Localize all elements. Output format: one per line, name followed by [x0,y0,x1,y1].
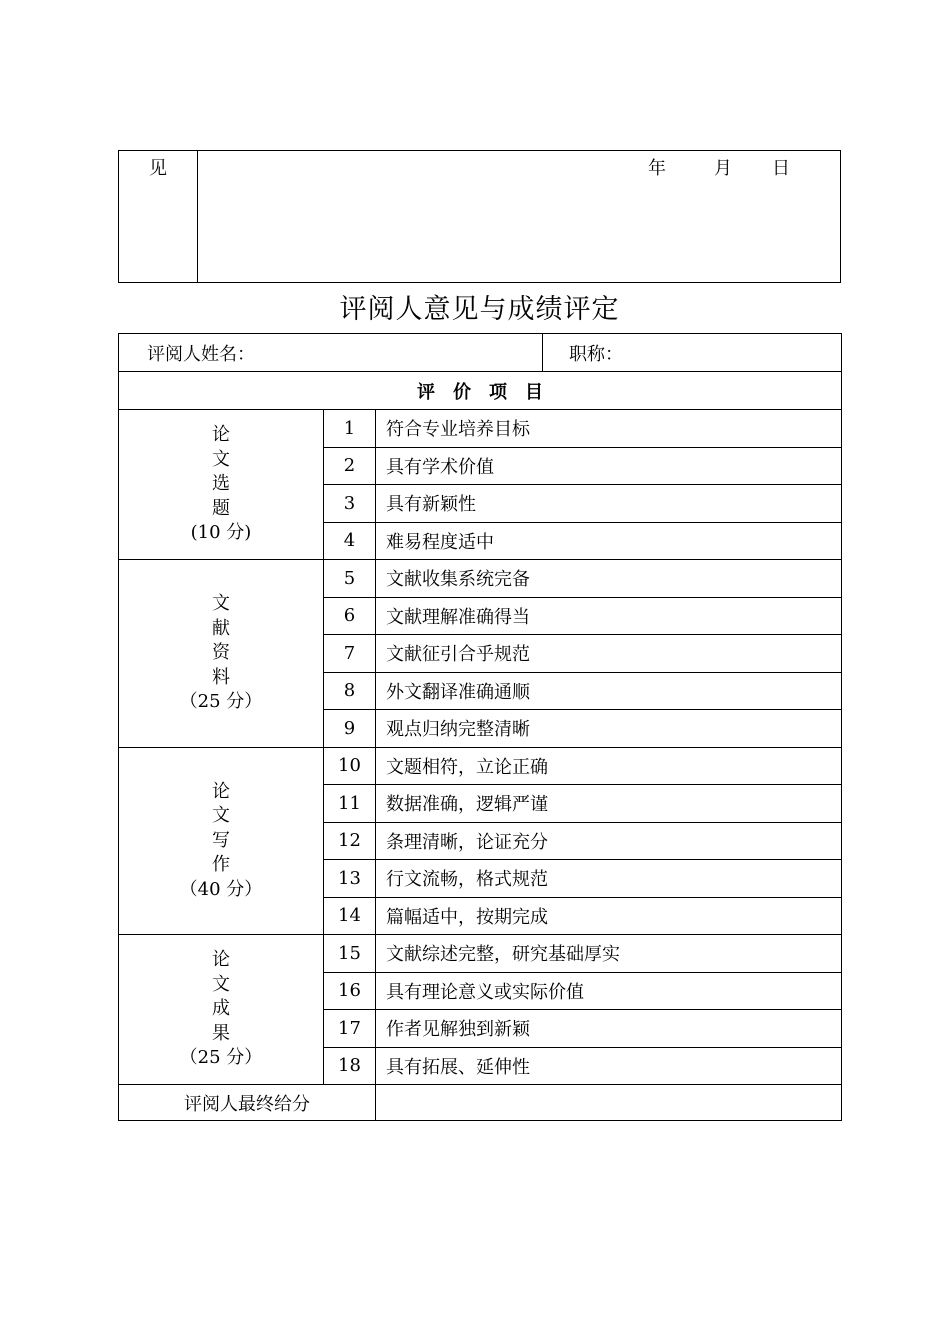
item-criterion: 具有学术价值 [376,447,842,485]
item-number: 2 [324,447,376,485]
criteria-row [119,935,842,973]
category-char: 献 [212,617,230,639]
opinion-label: 见 [119,151,198,282]
item-number: 12 [324,822,376,860]
evaluation-table [118,333,842,1121]
category-cell [119,560,324,748]
category-char: 文 [212,973,230,995]
item-number: 15 [324,935,376,973]
item-number: 11 [324,785,376,823]
category-char: 资 [212,642,230,663]
item-criterion: 文献理解准确得当 [376,597,842,635]
date-day: 日 [772,158,790,179]
item-criterion: 具有拓展、延伸性 [376,1047,842,1085]
category-cell [119,410,324,560]
item-number: 3 [324,485,376,523]
item-criterion: 符合专业培养目标 [376,410,842,448]
category-cell [119,935,324,1085]
item-number: 6 [324,597,376,635]
item-criterion: 行文流畅，格式规范 [376,860,842,898]
item-criterion: 条理清晰，论证充分 [376,822,842,860]
date-year: 年 [648,158,666,179]
item-criterion: 具有理论意义或实际价值 [376,972,842,1010]
item-criterion: 文献综述完整，研究基础厚实 [376,935,842,973]
category-char: 论 [212,424,230,446]
reviewer-title-field[interactable]: 职称： [543,334,842,372]
category-char: 成 [212,998,230,1020]
item-number: 14 [324,897,376,935]
category-char: 写 [212,829,230,851]
category-score: （25 分） [179,1047,263,1069]
category-char: 文 [212,593,230,614]
item-number: 5 [324,560,376,598]
category-cell [119,747,324,935]
items-header: 评价项目 [119,372,842,410]
item-number: 10 [324,747,376,785]
category-char: 作 [212,854,230,875]
criteria-row [119,560,842,598]
item-number: 13 [324,860,376,898]
category-char: 料 [212,666,230,688]
criteria-row [119,410,842,448]
item-criterion: 文献收集系统完备 [376,560,842,598]
item-criterion: 观点归纳完整清晰 [376,710,842,748]
item-criterion: 作者见解独到新颖 [376,1010,842,1048]
category-char: 文 [212,805,230,826]
category-char: 论 [212,780,230,802]
date-month: 月 [714,158,732,179]
category-char: 论 [212,949,230,971]
final-score-label: 评阅人最终给分 [119,1085,376,1121]
item-number: 8 [324,672,376,710]
item-number: 9 [324,710,376,748]
item-criterion: 篇幅适中，按期完成 [376,897,842,935]
item-number: 16 [324,972,376,1010]
item-criterion: 外文翻译准确通顺 [376,672,842,710]
category-char: 文 [212,448,230,470]
category-score: (10 分) [190,522,252,544]
item-number: 7 [324,635,376,673]
category-char: 题 [212,497,230,519]
opinion-box [118,150,841,283]
category-score: （40 分） [179,878,263,900]
item-number: 1 [324,410,376,448]
final-score-field[interactable] [376,1085,842,1121]
criteria-row [119,747,842,785]
item-number: 18 [324,1047,376,1085]
category-char: 选 [212,473,230,495]
page-title: 评阅人意见与成绩评定 [339,294,620,325]
category-score: （25 分） [179,691,263,712]
item-number: 17 [324,1010,376,1048]
item-criterion: 难易程度适中 [376,522,842,560]
final-score-row [119,1085,842,1121]
category-char: 果 [212,1022,230,1044]
item-criterion: 文题相符，立论正确 [376,747,842,785]
item-criterion: 具有新颖性 [376,485,842,523]
item-criterion: 数据准确，逻辑严谨 [376,785,842,823]
reviewer-name-field[interactable]: 评阅人姓名： [119,334,543,372]
item-criterion: 文献征引合乎规范 [376,635,842,673]
item-number: 4 [324,522,376,560]
